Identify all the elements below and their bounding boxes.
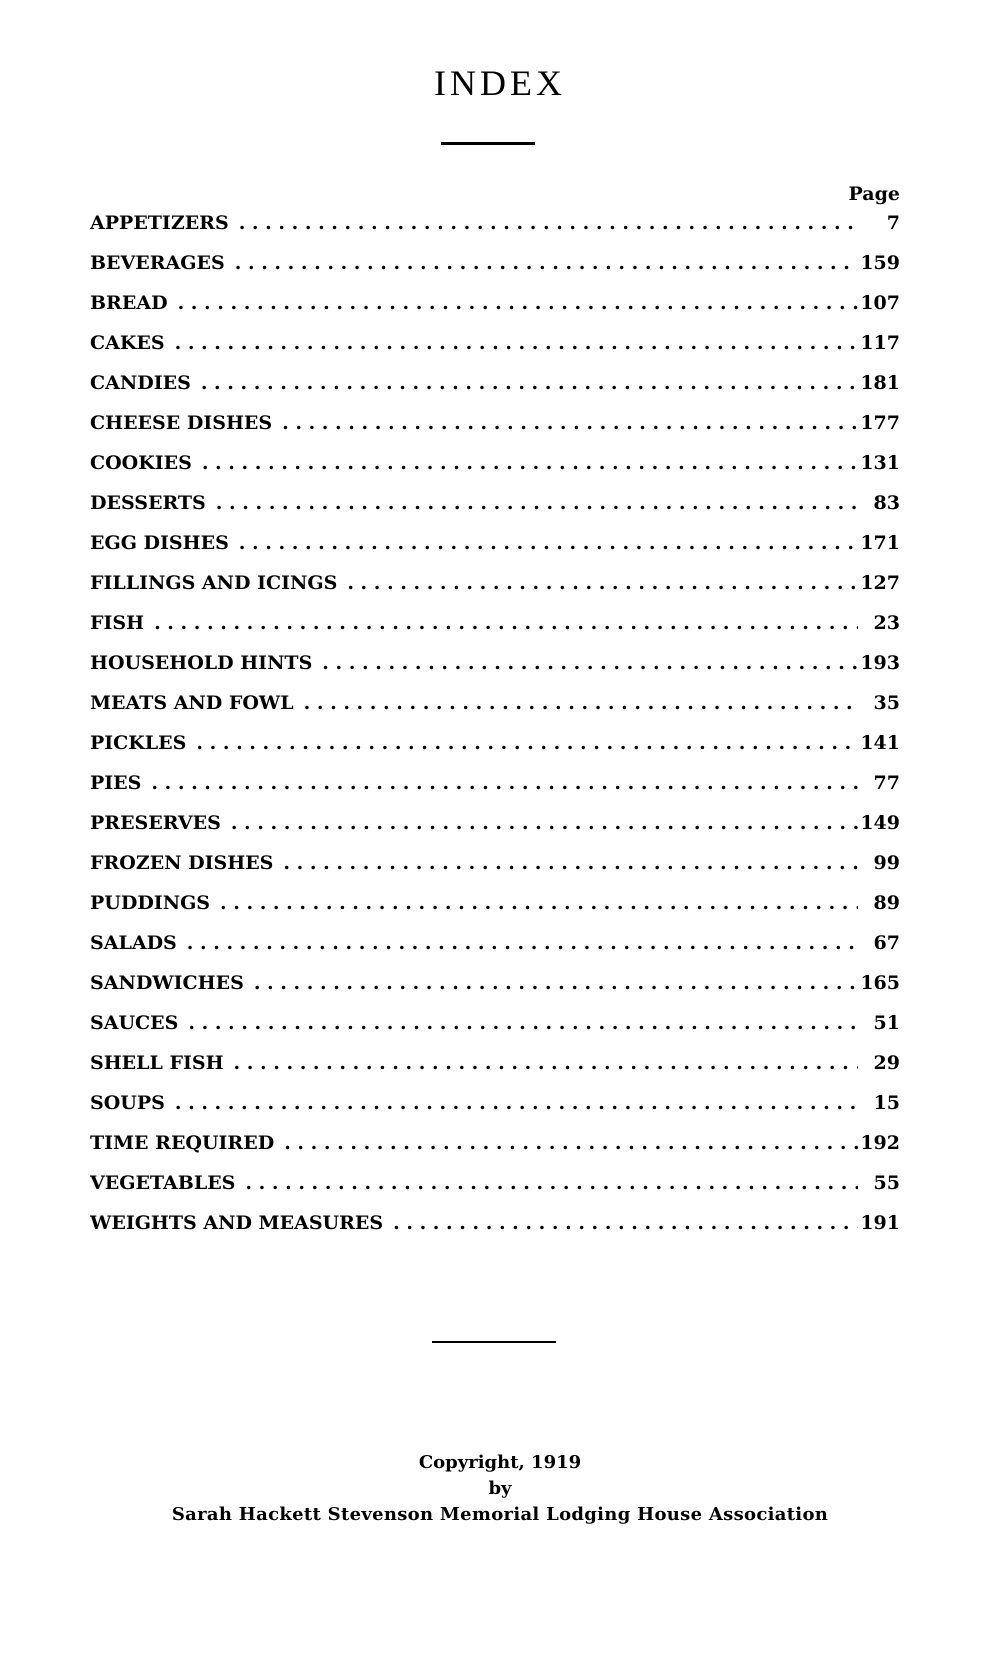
dot-leader (178, 292, 858, 314)
index-entry (90, 292, 900, 332)
index-entry-page: 35 (873, 692, 900, 714)
index-entry (90, 372, 900, 412)
dot-leader (235, 252, 858, 274)
index-entry (90, 1212, 900, 1252)
index-entry-page: 15 (873, 1092, 900, 1114)
index-entry (90, 1092, 900, 1132)
dot-leader (234, 1052, 858, 1074)
index-entry-label: PUDDINGS (90, 892, 211, 914)
index-entry-label: SHELL FISH (90, 1052, 224, 1074)
index-entry-label: FISH (90, 612, 145, 634)
index-entry-page: 99 (873, 852, 900, 874)
index-entry (90, 612, 900, 652)
index-entry-label: PICKLES (90, 732, 187, 754)
dot-leader (239, 212, 858, 234)
index-entry-label: MEATS AND FOWL (90, 692, 294, 714)
title-divider (441, 142, 535, 145)
index-entry (90, 492, 900, 532)
index-entry-label: SOUPS (90, 1092, 165, 1114)
dot-leader (202, 452, 858, 474)
index-entry-label: BREAD (90, 292, 168, 314)
index-entry-label: DESSERTS (90, 492, 206, 514)
index-entry-label: TIME REQUIRED (90, 1132, 275, 1154)
index-entry-label: PIES (90, 772, 142, 794)
dot-leader (304, 692, 858, 714)
index-entry-page: 117 (860, 332, 900, 354)
index-entry-page: 77 (873, 772, 900, 794)
dot-leader (220, 892, 858, 914)
index-entry (90, 212, 900, 252)
index-entry-page: 177 (860, 412, 900, 434)
index-entry-page: 51 (873, 1012, 900, 1034)
index-entry-page: 193 (860, 652, 900, 674)
index-entry-label: CANDIES (90, 372, 191, 394)
index-entry-page: 67 (873, 932, 900, 954)
dot-leader (245, 1172, 858, 1194)
index-entry-label: VEGETABLES (90, 1172, 236, 1194)
index-entry (90, 692, 900, 732)
index-entry-page: 181 (860, 372, 900, 394)
copyright-by: by (488, 1478, 512, 1499)
dot-leader (154, 612, 858, 634)
index-entry-page: 55 (873, 1172, 900, 1194)
dot-leader (231, 812, 858, 834)
index-entry-label: BEVERAGES (90, 252, 225, 274)
index-entry-page: 171 (860, 532, 900, 554)
section-divider (432, 1341, 556, 1343)
dot-leader (151, 772, 858, 794)
index-entry (90, 652, 900, 692)
copyright-holder: Sarah Hackett Stevenson Memorial Lodging House Association (171, 1504, 829, 1525)
dot-leader (322, 652, 858, 674)
index-entry-page: 29 (873, 1052, 900, 1074)
index-entry-label: COOKIES (90, 452, 192, 474)
dot-leader (284, 1132, 858, 1154)
dot-leader (201, 372, 858, 394)
index-entry (90, 412, 900, 452)
copyright-line: Copyright, 1919 (418, 1452, 582, 1473)
dot-leader (216, 492, 858, 514)
index-entry (90, 892, 900, 932)
index-entry (90, 732, 900, 772)
dot-leader (188, 1012, 858, 1034)
dot-leader (187, 932, 858, 954)
page-title: INDEX (434, 63, 566, 103)
dot-leader (254, 972, 858, 994)
index-entry (90, 1052, 900, 1092)
index-entry (90, 572, 900, 612)
index-entry (90, 932, 900, 972)
index-entry (90, 1132, 900, 1172)
index-entry-page: 23 (873, 612, 900, 634)
dot-leader (283, 852, 858, 874)
index-entry-page: 165 (860, 972, 900, 994)
index-entry-page: 191 (860, 1212, 900, 1234)
index-entry-page: 127 (860, 572, 900, 594)
index-entry-page: 141 (860, 732, 900, 754)
index-entry-label: FILLINGS AND ICINGS (90, 572, 338, 594)
dot-leader (175, 1092, 858, 1114)
index-entry-label: SALADS (90, 932, 177, 954)
index-list (90, 212, 900, 1252)
index-entry-label: FROZEN DISHES (90, 852, 274, 874)
index-entry (90, 772, 900, 812)
dot-leader (175, 332, 858, 354)
index-entry-page: 107 (860, 292, 900, 314)
index-entry-page: 83 (873, 492, 900, 514)
index-entry-page: 192 (860, 1132, 900, 1154)
index-entry-label: HOUSEHOLD HINTS (90, 652, 313, 674)
dot-leader (347, 572, 858, 594)
index-entry-label: SANDWICHES (90, 972, 244, 994)
index-entry (90, 332, 900, 372)
index-entry-label: WEIGHTS AND MEASURES (90, 1212, 384, 1234)
dot-leader (239, 532, 858, 554)
index-entry-label: CHEESE DISHES (90, 412, 273, 434)
page-column-header: Page (848, 183, 900, 205)
index-entry (90, 1012, 900, 1052)
dot-leader (282, 412, 858, 434)
index-entry-page: 159 (860, 252, 900, 274)
index-entry-page: 131 (860, 452, 900, 474)
index-entry (90, 972, 900, 1012)
index-entry-label: EGG DISHES (90, 532, 229, 554)
index-entry-label: CAKES (90, 332, 165, 354)
index-entry-label: PRESERVES (90, 812, 221, 834)
index-entry-page: 149 (860, 812, 900, 834)
index-entry-page: 7 (886, 212, 900, 234)
dot-leader (393, 1212, 858, 1234)
index-entry-page: 89 (873, 892, 900, 914)
dot-leader (196, 732, 858, 754)
index-entry (90, 532, 900, 572)
index-entry (90, 812, 900, 852)
index-entry-label: SAUCES (90, 1012, 179, 1034)
index-entry-label: APPETIZERS (90, 212, 229, 234)
index-entry (90, 452, 900, 492)
index-entry (90, 252, 900, 292)
index-entry (90, 1172, 900, 1212)
index-entry (90, 852, 900, 892)
